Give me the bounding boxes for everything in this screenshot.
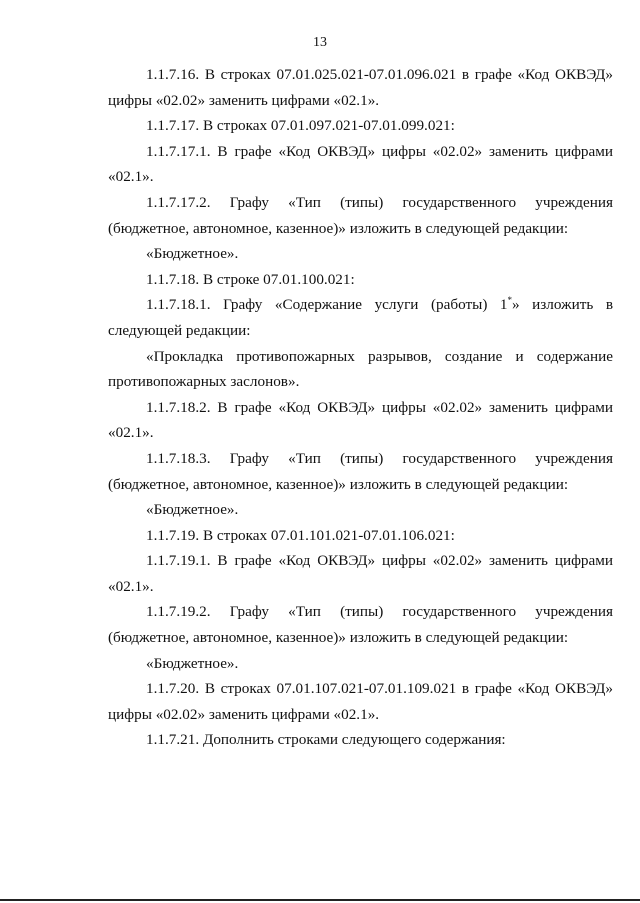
paragraph-budget-2: «Бюджетное».: [146, 501, 239, 519]
paragraph-1-1-7-21: 1.1.7.21. Дополнить строками следующего содержания:: [146, 731, 506, 749]
bottom-edge-rule: [0, 899, 640, 901]
paragraph-1-1-7-18-3: 1.1.7.18.3. Графу «Тип (типы) государственного учреждения (бюджетное, автономное, казенное)» изложить в следующей редакции:: [108, 449, 613, 493]
paragraph-1-1-7-19-2: 1.1.7.19.2. Графу «Тип (типы) государственного учреждения (бюджетное, автономное, казенное)» изложить в следующей редакции:: [108, 603, 613, 647]
document-body: [108, 62, 613, 753]
paragraph-1-1-7-19: 1.1.7.19. В строках 07.01.101.021-07.01.106.021:: [146, 526, 455, 544]
page-number: 13: [313, 35, 327, 50]
paragraph-budget-3: «Бюджетное».: [146, 654, 239, 672]
footnote-mark: *: [507, 295, 513, 306]
paragraph-1-1-7-18-1: [108, 292, 613, 343]
paragraph-1-1-7-18-1-start: 1.1.7.18.1. Графу «Содержание услуги (работы) 1: [146, 296, 508, 314]
paragraph-1-1-7-18-1-end: » изложить в следующей редакции:: [108, 296, 613, 339]
paragraph-1-1-7-19-1: 1.1.7.19.1. В графе «Код ОКВЭД» цифры «02.02» заменить цифрами «02.1».: [108, 552, 613, 595]
paragraph-1-1-7-20: 1.1.7.20. В строках 07.01.107.021-07.01.109.021 в графе «Код ОКВЭД» цифры «02.02» заменить цифрами «02.1».: [108, 680, 613, 723]
paragraph-1-1-7-16: 1.1.7.16. В строках 07.01.025.021-07.01.096.021 в графе «Код ОКВЭД» цифры «02.02» заменить цифрами «02.1».: [108, 66, 613, 109]
paragraph-1-1-7-17: 1.1.7.17. В строках 07.01.097.021-07.01.099.021:: [146, 117, 455, 135]
paragraph-1-1-7-17-1: 1.1.7.17.1. В графе «Код ОКВЭД» цифры «02.02» заменить цифрами «02.1».: [108, 142, 613, 186]
paragraph-budget-1: «Бюджетное».: [146, 245, 239, 263]
paragraph-firebreak-quote: «Прокладка противопожарных разрывов, создание и содержание противопожарных заслонов».: [108, 347, 613, 391]
paragraph-1-1-7-18-2: 1.1.7.18.2. В графе «Код ОКВЭД» цифры «02.02» заменить цифрами «02.1».: [108, 398, 613, 442]
paragraph-1-1-7-18: 1.1.7.18. В строке 07.01.100.021:: [146, 270, 355, 288]
paragraph-1-1-7-17-2: 1.1.7.17.2. Графу «Тип (типы) государственного учреждения (бюджетное, автономное, казенное)» изложить в следующей редакции:: [108, 193, 613, 237]
